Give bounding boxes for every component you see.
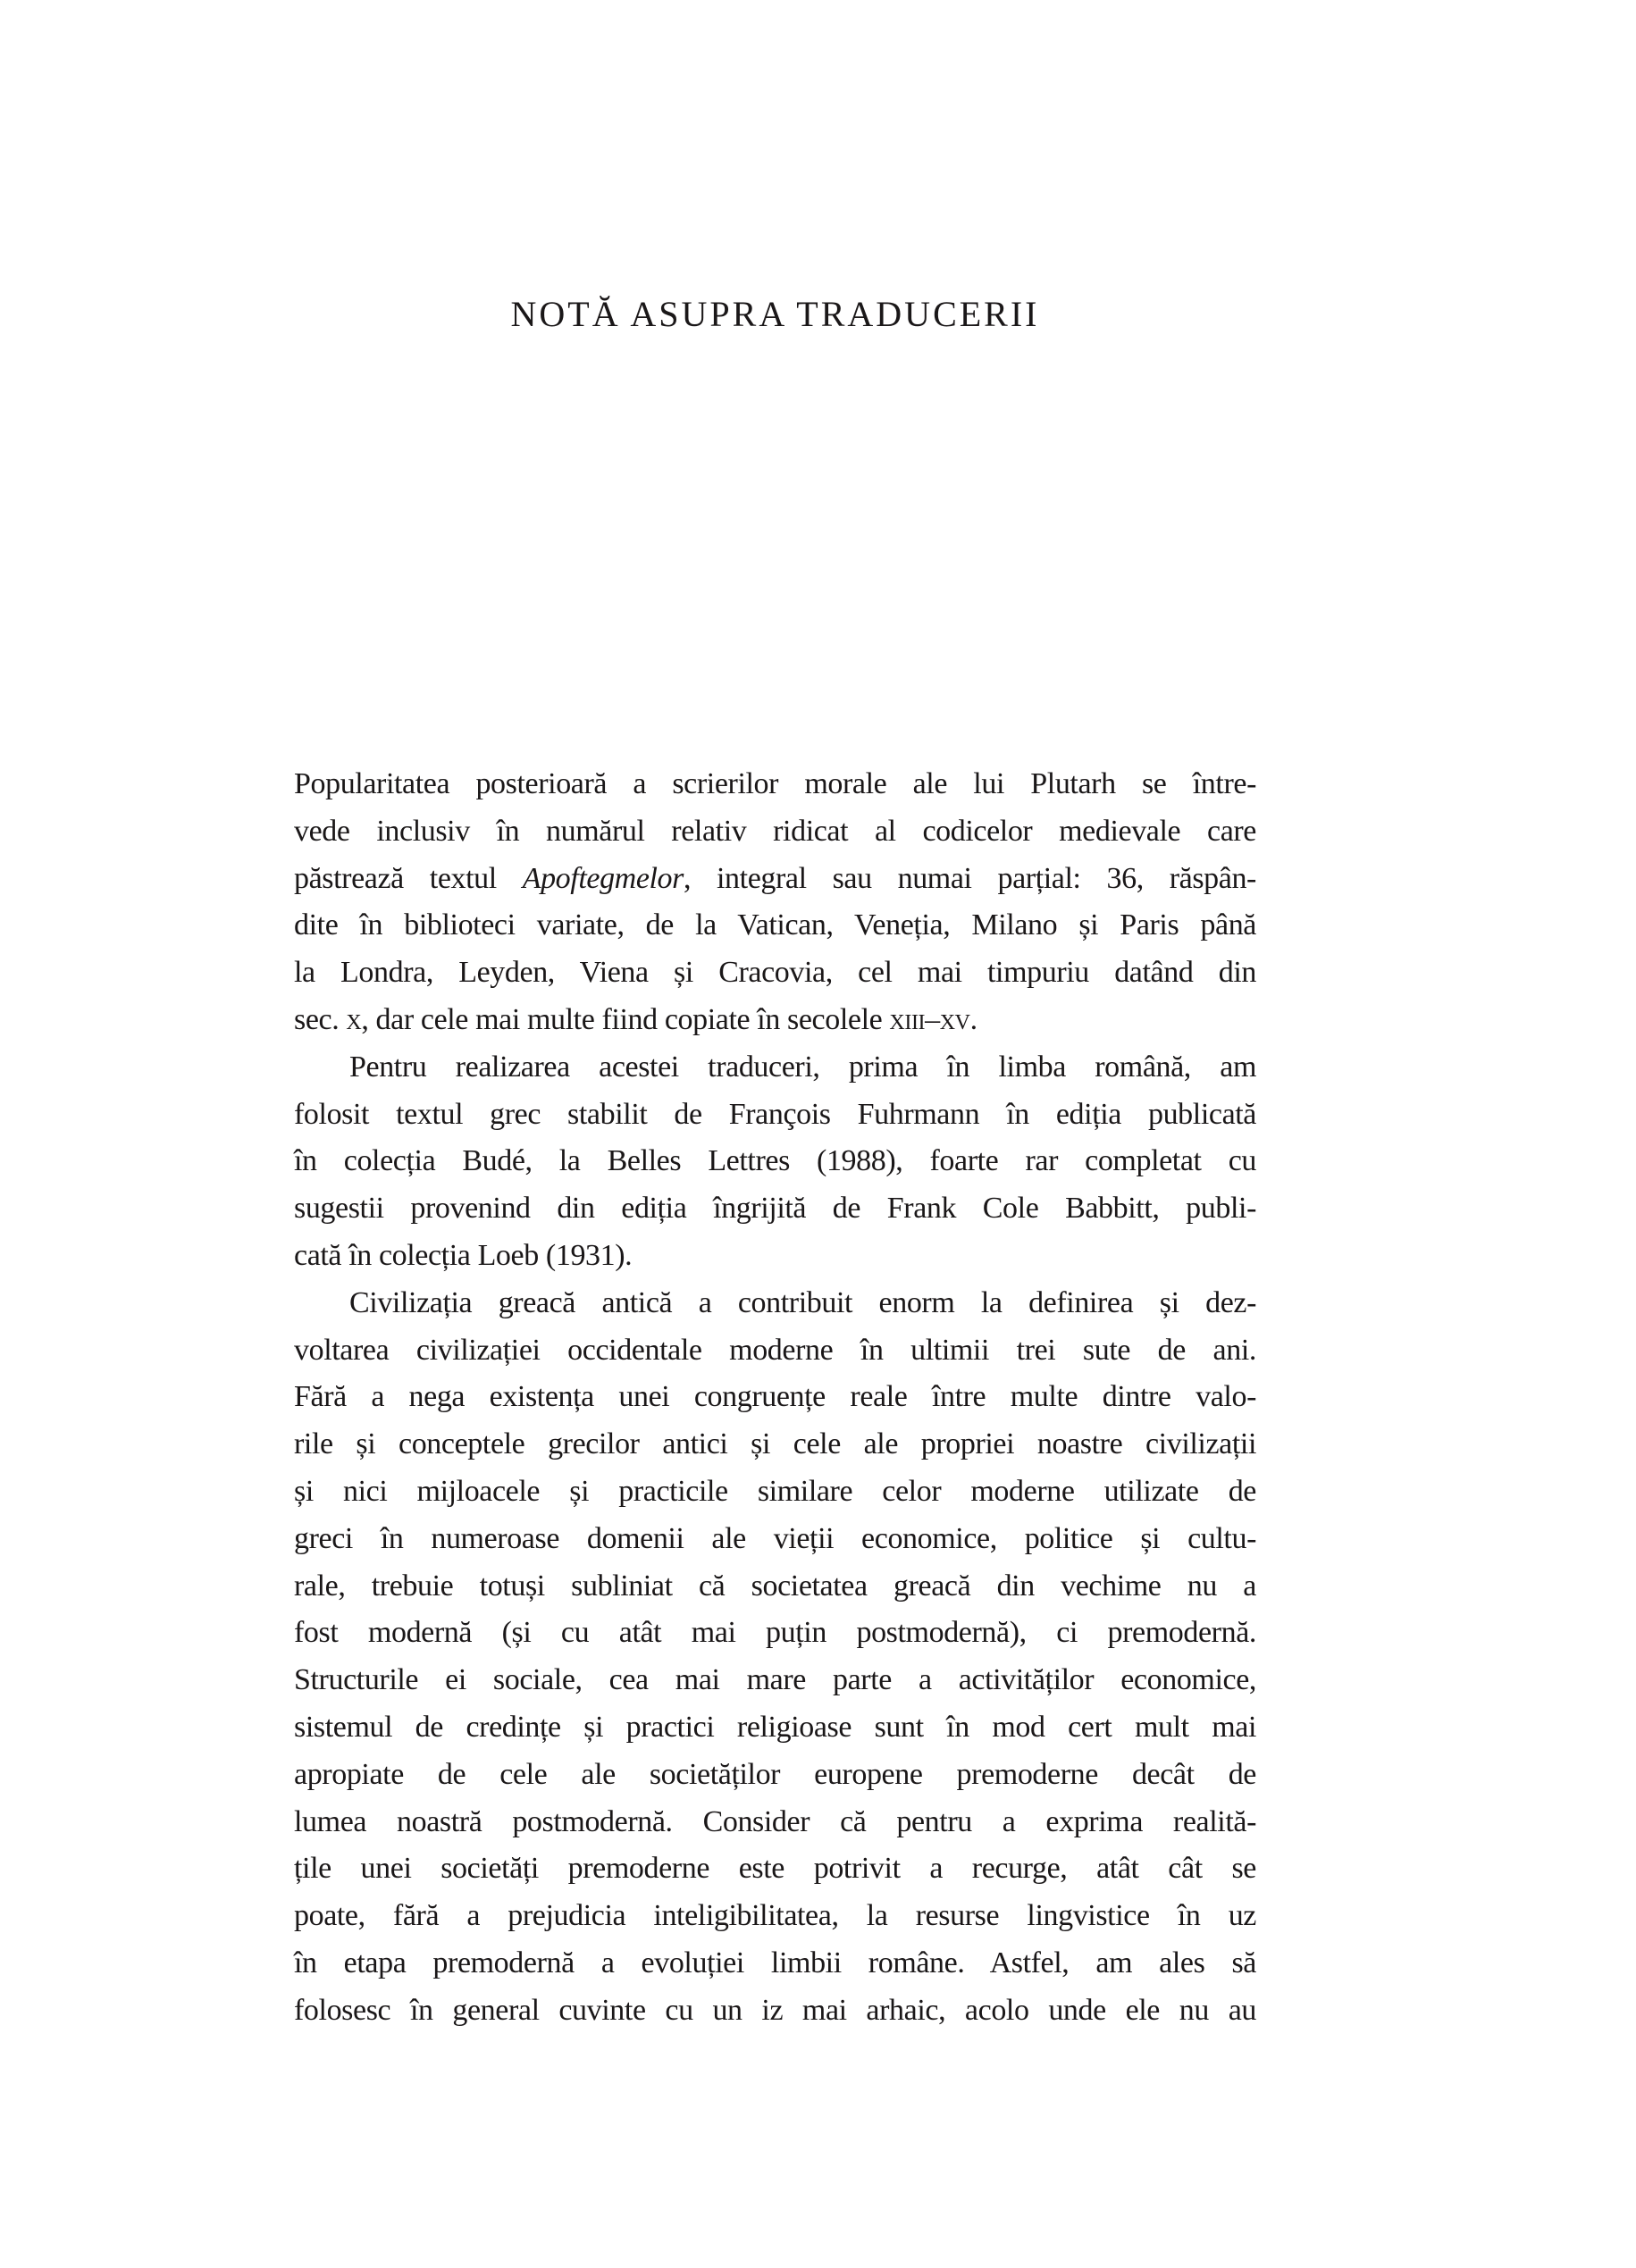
text-segment: Civilizația greacă antică a contribuit enorm la definirea și dez-: [349, 1285, 1256, 1319]
text-line: [294, 1752, 1256, 1799]
text-segment: Structurile ei sociale, cea mai mare parte a activităților economice,: [294, 1663, 1256, 1697]
text-segment: greci în numeroase domenii ale vieții economice, politice și cultu-: [294, 1521, 1256, 1555]
text-line: [294, 1421, 1256, 1469]
text-line: [294, 808, 1256, 856]
text-segment: vede inclusiv în numărul relativ ridicat al codicelor medievale care: [294, 814, 1256, 848]
text-segment: apropiate de cele ale societăților europene premoderne decât de: [294, 1757, 1256, 1791]
text-line: [294, 1704, 1256, 1752]
text-line: [294, 1280, 1256, 1327]
text-segment: folosesc în general cuvinte cu un iz mai arhaic, acolo unde ele nu au: [294, 1993, 1256, 2027]
text-line: [294, 1092, 1256, 1139]
text-line: [294, 1893, 1256, 1940]
text-segment: fost modernă (și cu atât mai puțin postmodernă), ci premodernă.: [294, 1616, 1256, 1650]
text-line: [294, 1185, 1256, 1233]
text-line: [294, 761, 1256, 808]
text-line: [294, 1516, 1256, 1563]
text-segment: Popularitatea posterioară a scrierilor morale ale lui Plutarh se între-: [294, 767, 1256, 800]
text-line: [294, 997, 1256, 1044]
body-text: [294, 761, 1256, 2035]
italic-title: Apoftegmelor: [522, 861, 684, 895]
text-line: [294, 1940, 1256, 1988]
text-segment: la Londra, Leyden, Viena și Cracovia, cel mai timpuriu datând din: [294, 956, 1256, 990]
text-line: [294, 1988, 1256, 2035]
text-line: [294, 1657, 1256, 1704]
text-line: [294, 1044, 1256, 1092]
text-line: [294, 1469, 1256, 1516]
text-segment: voltarea civilizației occidentale moderne în ultimii trei sute de ani.: [294, 1333, 1256, 1367]
text-line: [294, 1138, 1256, 1185]
text-line: [294, 1845, 1256, 1893]
text-segment: dite în biblioteci variate, de la Vatican, Veneția, Milano și Paris până: [294, 908, 1256, 942]
text-line: [294, 856, 1256, 903]
text-segment: sistemul de credințe și practici religioase sunt în mod cert mult mai: [294, 1710, 1256, 1744]
page-title: NOTĂ ASUPRA TRADUCERII: [510, 294, 1040, 334]
text-segment: cată în colecția Loeb (1931).: [294, 1238, 633, 1272]
text-line: [294, 1327, 1256, 1375]
text-segment: folosit textul grec stabilit de François Fuhrmann în ediția publicată: [294, 1097, 1256, 1131]
text-segment: sec.: [294, 1002, 347, 1036]
text-segment: păstrează textul: [294, 861, 523, 895]
text-segment: sugestii provenind din ediția îngrijită de Frank Cole Babbitt, publi-: [294, 1192, 1256, 1226]
text-segment: Fără a nega existența unei congruențe reale între multe dintre valo-: [294, 1380, 1256, 1414]
text-line: [294, 1233, 1256, 1280]
text-segment: și nici mijloacele și practicile similare celor moderne utilizate de: [294, 1474, 1256, 1508]
text-segment: rile și conceptele grecilor antici și cele ale propriei noastre civilizații: [294, 1427, 1256, 1461]
text-segment: în etapa premodernă a evoluției limbii române. Astfel, am ales să: [294, 1946, 1256, 1979]
text-line: [294, 1563, 1256, 1611]
text-segment: țile unei societăți premoderne este potrivit a recurge, atât cât se: [294, 1852, 1256, 1886]
text-segment: în colecția Budé, la Belles Lettres (1988), foarte rar completat cu: [294, 1144, 1256, 1178]
text-segment: Pentru realizarea acestei traduceri, prima în limba română, am: [349, 1050, 1256, 1084]
text-segment: .: [969, 1002, 977, 1036]
text-line: [294, 950, 1256, 997]
text-line: [294, 1799, 1256, 1846]
text-segment: poate, fără a prejudicia inteligibilitatea, la resurse lingvistice în uz: [294, 1899, 1256, 1933]
text-segment: , integral sau numai parțial: 36, răspân-: [684, 861, 1256, 895]
small-caps-numeral: xiii–xv: [889, 1002, 970, 1036]
text-line: [294, 1610, 1256, 1657]
text-line: [294, 902, 1256, 950]
text-segment: , dar cele mai multe fiind copiate în secolele: [361, 1002, 890, 1036]
small-caps-numeral: x: [346, 1002, 362, 1036]
text-segment: rale, trebuie totuși subliniat că societatea greacă din vechime nu a: [294, 1569, 1256, 1603]
text-segment: lumea noastră postmodernă. Consider că pentru a exprima realită-: [294, 1804, 1256, 1838]
text-line: [294, 1374, 1256, 1421]
